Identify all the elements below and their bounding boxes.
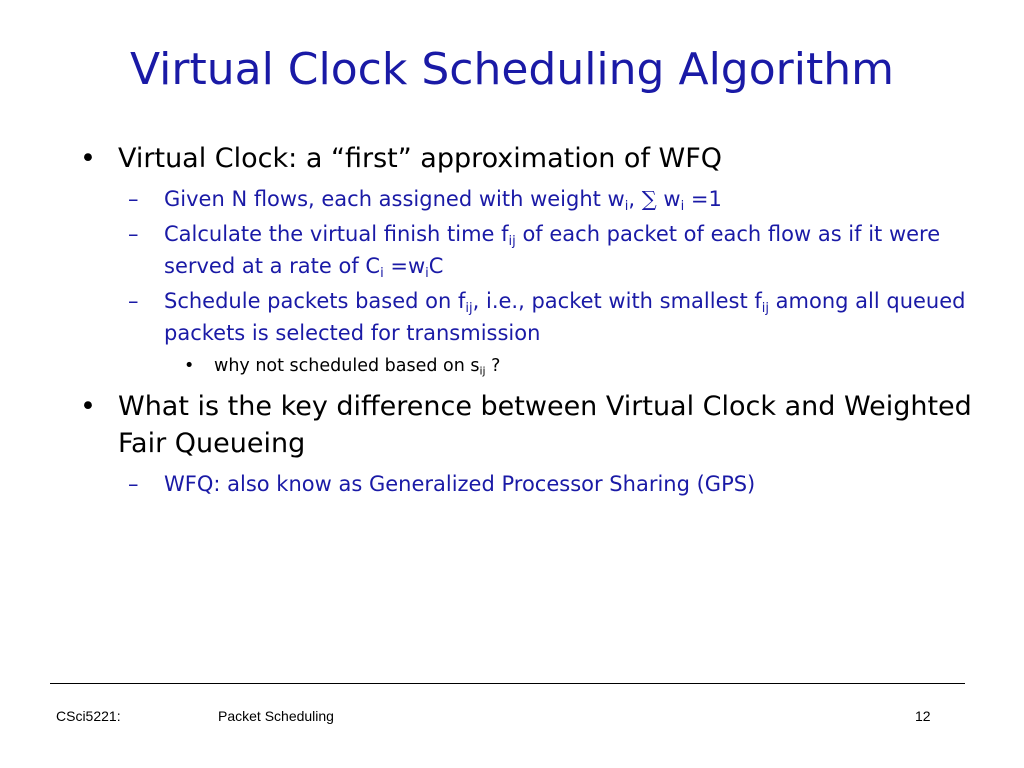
subbullet-given-n-flows [80,183,980,215]
subbullet-schedule-packets [80,285,980,349]
footer-topic: Packet Scheduling [218,708,334,724]
subbullet-text: Calculate the virtual finish time $f_{ij}$ of each packet of each flow as if it were served at a rate of $C_i =w_iC$ [164,222,941,281]
sum-symbol: ∑ [641,187,657,211]
bullet-text: What is the key difference between Virtual Clock and Weighted Fair Queueing [118,391,972,459]
subsubbullet-text: why not scheduled based on $s_{ij}$ ? [214,356,501,378]
bullet-marker: • [80,391,96,422]
slide-content [80,140,980,503]
footer-divider [50,683,965,684]
subsubbullet-why-not-sij [80,352,980,380]
bullet-text: Virtual Clock: a “first” approximation of WFQ [118,143,723,174]
footer-page-number: 12 [915,708,931,724]
slide-title: Virtual Clock Scheduling Algorithm [130,44,894,95]
subbullet-wfq-gps [80,468,980,500]
subbullet-text: Schedule packets based on $f_{ij}$, i.e., packet with smallest $f_{ij}$ among all queued packets is selected for transmission [164,289,966,345]
dash-marker: – [128,289,139,313]
dash-marker: – [128,472,139,496]
dash-marker: – [128,187,139,211]
bullet-marker: • [184,356,195,376]
bullet-key-difference [80,388,980,462]
dash-marker: – [128,222,139,246]
subbullet-virtual-finish-time [80,218,980,282]
bullet-marker: • [80,143,96,174]
subbullet-text: WFQ: also know as Generalized Processor Sharing (GPS) [164,472,756,496]
bullet-virtual-clock [80,140,980,177]
subbullet-text: Given N flows, each assigned with weight $w_i$, ∑ $w_i =1$ [164,187,722,214]
footer-course: CSci5221: [56,708,121,724]
